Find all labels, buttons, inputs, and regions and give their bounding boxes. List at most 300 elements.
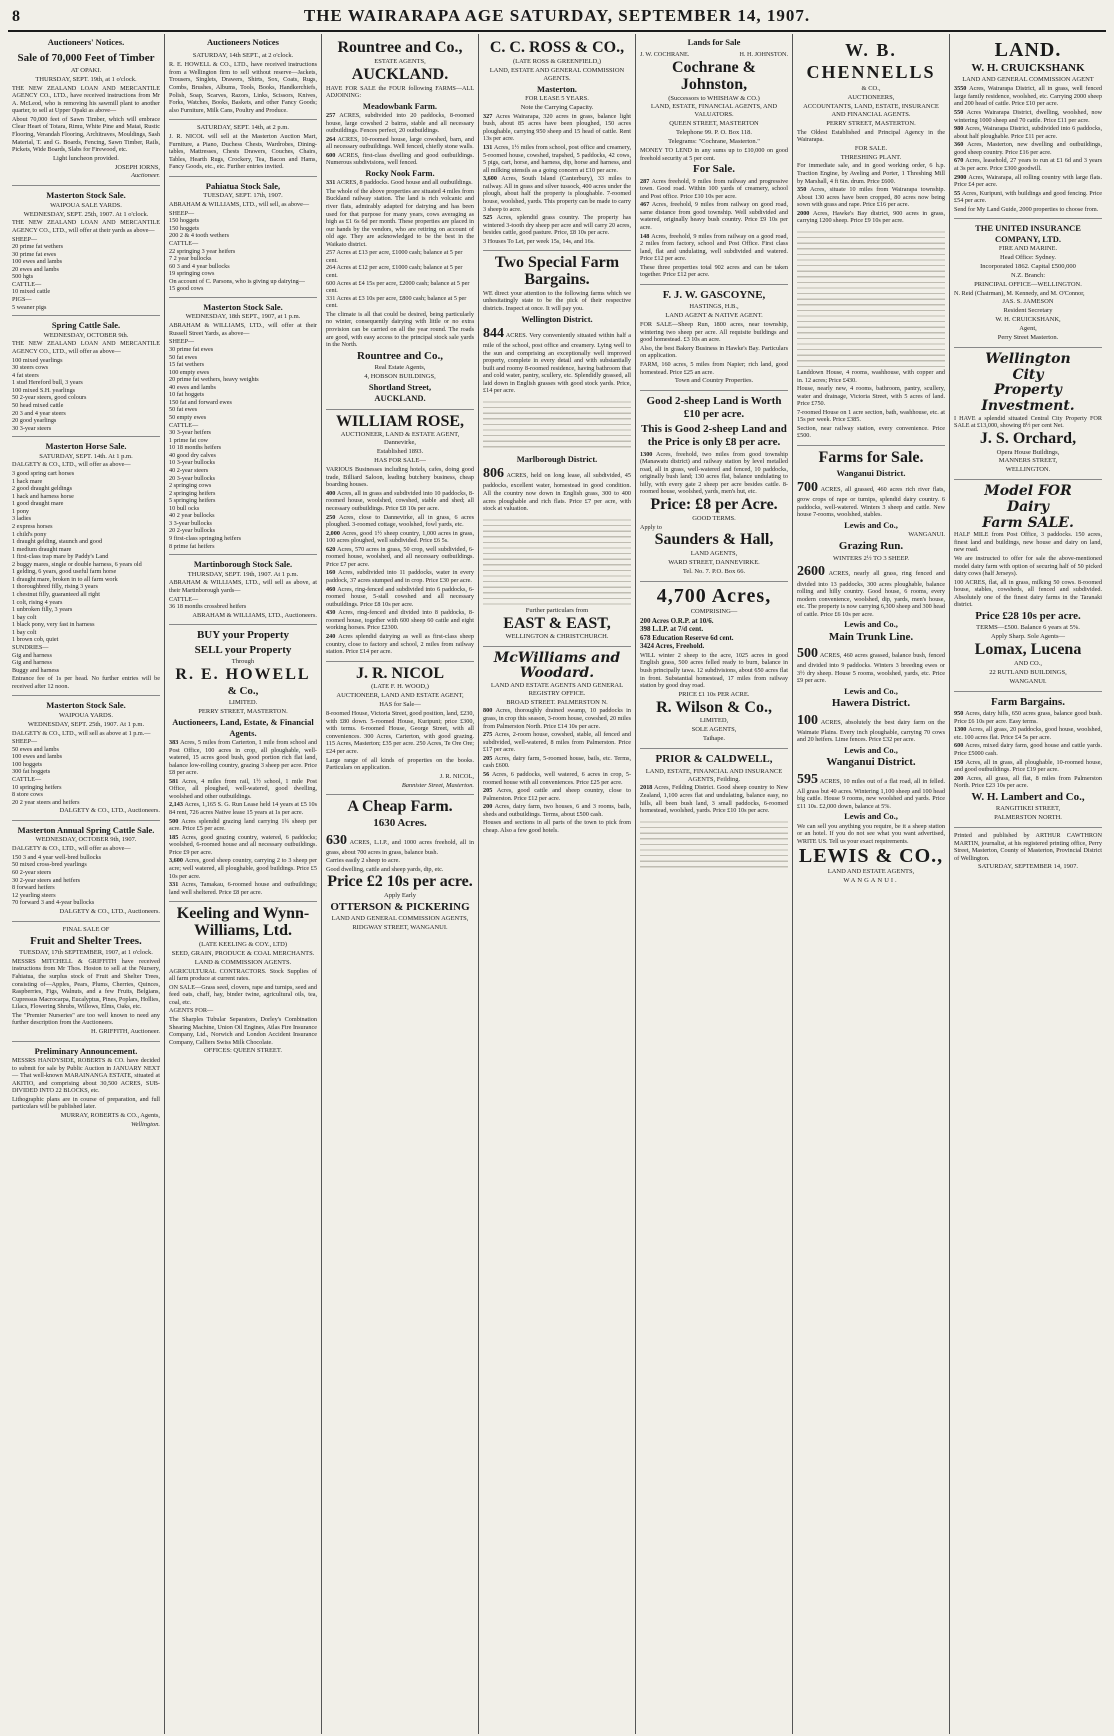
- list-item: 40 ewes and lambs: [169, 383, 216, 391]
- listing-acreage: 160: [326, 569, 339, 577]
- listing: [640, 201, 788, 231]
- listing-acreage: 400: [326, 489, 337, 497]
- listing: [954, 742, 1102, 757]
- listing-acreage: 383: [169, 738, 181, 746]
- ad-signature: WELLINGTON.: [1005, 466, 1051, 474]
- ad-body: WE direct your attention to the following farms which we unhesitatingly state to be the pick of their respective districts. Inspect at once. It will pay you.: [483, 289, 631, 313]
- list-item: 200 2 & 4 tooth wethers: [169, 232, 229, 240]
- listing: [954, 710, 1102, 725]
- listing-group: [797, 186, 945, 225]
- company-name: & Co.,: [227, 685, 259, 698]
- listing-acreage: 327: [483, 112, 496, 120]
- listing-text: Acres, good sheep country, carrying 2 to 3 sheep per acre; well watered, all ploughable, good buildings. Price £5 10s per acre.: [169, 857, 318, 880]
- listing: [326, 609, 474, 632]
- listing-acreage: 550: [954, 109, 967, 117]
- listing-text: Acres, Tamakau, 6-roomed house and outbuildings; land well sheltered. Price £8 per acre.: [169, 881, 317, 896]
- saunders-hall-ad: [640, 391, 788, 582]
- listing: [169, 778, 317, 801]
- keeling-ad: [169, 902, 317, 1060]
- listing-group: [169, 739, 317, 896]
- list-item: 1 hack and harness horse: [12, 492, 74, 500]
- list-item: 30 steers cows: [12, 364, 49, 372]
- list-item: 1 chestnut filly, guaranteed all right: [12, 591, 100, 599]
- ad-price: PRICE £1 10s PER ACRE.: [678, 690, 750, 698]
- farm-name: Rocky Nook Farm.: [365, 167, 435, 178]
- ad-date: SATURDAY, 14th SEPT., at 2 o'clock.: [192, 52, 294, 60]
- list-item: 36 18 months crossbred heifers: [169, 603, 247, 611]
- listing-text: Acres, splendid grass country. The property has wintered 3-tooth dry sheep per acre and will carry 20 acres, besides cattle, good pasture. Price, £8 10s per acre.: [483, 214, 631, 237]
- listing-text: Acres Wairarapa District, dwelling, woolshed, now wintering 1000 sheep and 70 cattle. Price £11 per acre.: [954, 109, 1103, 124]
- ad-footer: These three properties total 902 acres and can be taken together. Price £12 per acre.: [640, 263, 788, 279]
- ad-heading: Spring Cattle Sale.: [51, 320, 121, 331]
- ad-signature: Shortland Street,: [368, 381, 432, 392]
- stock-list: [169, 210, 317, 293]
- stock-sale-ad-2: [12, 696, 160, 821]
- list-item: 1 prime fat cow: [169, 436, 209, 444]
- ad-body: ON SALE—Grass seed, clovers, rape and turnips, seed and feed oats, chaff, hay, binder twine, agricultural oils, tea, coal, etc.: [169, 983, 317, 1006]
- list-item: 20 good yearlings: [12, 417, 57, 425]
- list-item: SHEEP—: [169, 209, 195, 217]
- ad-heading: Farm SALE.: [982, 514, 1074, 531]
- ad-title: LAND, ESTATE, FINANCIAL AND INSURANCE AGENTS, Feilding.: [645, 767, 783, 783]
- listing: [954, 174, 1102, 189]
- fruit-trees-sale-ad: [12, 922, 160, 1042]
- ad-title: AUCTIONEERS,: [847, 93, 895, 101]
- ad-signature: R. Wilson & Co.,: [656, 698, 772, 716]
- ad-signature: Real Estate Agents,: [374, 364, 426, 372]
- ad-body: AGRICULTURAL CONTRACTORS. Stock Supplies of all farm produce at current rates.: [169, 967, 317, 983]
- list-item: 20 2 year steers and heifers: [12, 798, 80, 806]
- cattle-sale-ad: [12, 316, 160, 437]
- ad-body: The Sharples Tubular Separators, Dorley's Combination Shearing Machine, Union Oil Engines, Atlas Fire Insurance Company, Ltd., Norwich and London Accident Insurance Company, Calliers Swiss Milk Chocolate.: [169, 1015, 317, 1046]
- ad-body: We are instructed to offer for sale the above-mentioned model dairy farm with option of securing half of 50 picked dairy cows (half Jerseys).: [954, 555, 1102, 578]
- listing-acreage: 275: [483, 731, 495, 739]
- ad-body: N. Reid (Chairman), M. Kennedy, and M. O'Connor,: [954, 289, 1085, 297]
- ad-sub: HAS for Sale—: [379, 701, 421, 709]
- list-item: 100 hoggets: [12, 760, 43, 768]
- list-item: Gig and harness: [12, 659, 52, 667]
- spring-cattle-sale-ad: [12, 821, 160, 922]
- listing-group: [954, 85, 1102, 204]
- acreage-row: 678 Education Reserve 6d cent.: [640, 633, 734, 642]
- ad-sub: Through: [231, 658, 255, 666]
- listing-text: Acres, Wairarapa District, all in grass, well fenced large family residence, woolshed, etc. Carrying 2000 sheep and 200 head of cattle. Price £10 per acre.: [954, 85, 1102, 108]
- listing-text: Acres, Wairarapa District, subdivided into 6 paddocks, about half ploughable. Price £11 per acre.: [954, 125, 1102, 140]
- listing-acreage: 670: [954, 157, 966, 165]
- ad-date: TUESDAY, SEPT. 17th, 1907.: [203, 192, 283, 200]
- ad-sub: ESTATE AGENTS,: [374, 57, 426, 65]
- listing-acreage: 3,600: [483, 175, 502, 183]
- ad-signature: WANGANUI.: [1009, 677, 1047, 685]
- list-item: 150 fat and forward ewes: [169, 398, 232, 406]
- ad-signature: 22 RUTLAND BUILDINGS,: [989, 668, 1067, 676]
- listing: [326, 633, 474, 656]
- ad-terms: TERMS—£500. Balance 6 years at 5%.: [976, 624, 1080, 632]
- listing-text: Acres, all in grass, all ploughable, 10-roomed house, and good outbuildings. Price £19 per acre.: [954, 758, 1102, 774]
- ad-heading: Grazing Run.: [838, 540, 904, 553]
- list-item: 100 empty ewes: [169, 368, 210, 376]
- list-item: 20 ewes and lambs: [12, 265, 59, 273]
- column-1: [8, 34, 165, 1734]
- list-item: 300 fat hoggets: [12, 768, 51, 776]
- ad-heading: Hawera District.: [831, 697, 911, 710]
- listing-text: Acres, freehold, 9 miles from railway on a good road, 2 miles from factory, school and Post Office. First class land, flat and undulating, well subdivided and watered. Price £12 per acre.: [640, 232, 788, 263]
- company-name: J. R. NICOL: [355, 664, 444, 682]
- ad-body: I HAVE a splendid situated Central City Property FOR SALE at £13,000, showing 8½ per cent Net.: [954, 414, 1102, 430]
- ad-heading: BUY your Property: [196, 629, 290, 642]
- listing-acreage: 200: [483, 803, 495, 811]
- ad-signature: ABRAHAM & WILLIAMS, LTD., Auctioneers.: [192, 611, 317, 619]
- ad-heading: Fruit and Shelter Trees.: [30, 934, 142, 947]
- listing: 600 ACRES, first-class dwelling and good outbuildings. Numerous subdivisions, well fenced.: [326, 151, 474, 167]
- nicol-agent-ad: [326, 662, 474, 796]
- list-item: CATTLE—: [169, 421, 199, 429]
- ad-footer: 3 Houses To Let, per week 15s, 14s, and 16s.: [483, 237, 595, 245]
- listing-acreage: 430: [326, 609, 339, 617]
- listing: [483, 113, 631, 143]
- listing-text: Acres, all in grass and subdivided into 10 paddocks, 8-roomed house, woolshed, cowshed, stable and shed; all necessary outbuildings. Price £8 10s per acre.: [326, 489, 475, 512]
- ad-title: ACCOUNTANTS, LAND, ESTATE, INSURANCE AND FINANCIAL AGENTS.: [803, 102, 939, 118]
- list-item: 1 brown cob, quiet: [12, 636, 59, 644]
- ad-body: THE NEW ZEALAND LOAN AND MERCANTILE AGENCY CO., LTD., will offer at their yards as above—: [12, 219, 160, 234]
- listing: [326, 514, 474, 529]
- listing-text: Acres, 6 paddocks, well watered, 6 acres in crop, 5-roomed house with all conveniences. Price £25 per acre.: [483, 770, 632, 786]
- cruickshank-ad: [954, 36, 1102, 219]
- list-item: 50 head mixed cattle: [12, 401, 64, 409]
- ad-sub: HAS FOR SALE—: [374, 457, 426, 465]
- listing: [483, 731, 631, 754]
- ad-signature: DALGETY & CO., LTD., Auctioneers.: [59, 807, 160, 815]
- list-item: 12 yearling steers: [12, 891, 56, 899]
- ad-address: OFFICES: QUEEN STREET.: [203, 1047, 283, 1055]
- listing: [326, 569, 474, 584]
- listing: [169, 834, 317, 857]
- ad-signature: LAND AND ESTATE AGENTS,: [827, 868, 915, 876]
- list-item: 3 ladies: [12, 515, 32, 523]
- ad-sub: AGENTS FOR—: [169, 1007, 214, 1015]
- ad-sub: LAND & COMMISSION AGENTS.: [194, 958, 292, 966]
- list-item: 1 black pony, very fast in harness: [12, 621, 95, 629]
- list-item: 10 18 months heifers: [169, 444, 222, 452]
- ad-heading: Model FOR: [984, 483, 1072, 500]
- ad-body: ABRAHAM & WILLIAMS, LTD., will offer at their Russell Street Yards, as above—: [169, 322, 317, 337]
- cheap-farm-ad: [326, 795, 474, 937]
- wilson-ad: [640, 582, 788, 749]
- list-item: SHEEP—: [169, 338, 195, 346]
- united-insurance-ad: [954, 219, 1102, 348]
- text-block: [797, 227, 945, 367]
- ad-terms: GOOD TERMS.: [692, 514, 736, 522]
- ad-heading: Dairy: [1006, 498, 1050, 515]
- ad-sub: (LATE ROSS & GREENFIELD,): [512, 57, 602, 65]
- list-item: 4 fat steers: [12, 371, 39, 379]
- ad-body: R. E. HOWELL & CO., LTD., have received instructions from a Wellington firm to sell without reserve—Jackets, Trousers, Singlets, Drawers, Shirts, Sox, Coats, Rugs, Combs, Brushes, Albums, Tools, Books, Handkerchiefs, Polish, Soap, Scarves, Razors, Links, Scissors, Knives, Forks, Watches, Books, Baskets, and other Fancy Goods; also Furniture, Milk Cans, Poultry and Produce.: [169, 61, 317, 114]
- ad-telegrams: Telegrams: "Cochrane, Masterton.": [668, 138, 760, 146]
- list-item: 1 gelding, 6 years, good useful farm horse: [12, 568, 117, 576]
- list-item: 50 mixed cross-bred yearlings: [12, 861, 87, 869]
- listing-acreage: 467: [640, 201, 652, 209]
- ad-signature: LAND AGENTS,: [690, 550, 738, 558]
- listing: [954, 85, 1102, 108]
- listing-acreage: 205: [483, 754, 495, 762]
- ad-heading: Investment.: [981, 397, 1075, 414]
- listing-acreage: 55: [954, 189, 962, 197]
- ad-body: WILL winter 2 sheep to the acre, 1025 acres in good English grass, 500 acres felled ready to burn, balance in bush principally tawa. 12 subdivisions, about 650 acres flat in front. Substantial homestead, 17 miles from railway station by good dray road.: [640, 651, 788, 690]
- list-item: 3 3-year bullocks: [169, 519, 212, 527]
- ad-signature: 4, HOBSON BUILDINGS,: [364, 373, 436, 380]
- howell-sale-ad: [169, 48, 317, 120]
- ad-body: The whole of the above properties are situated 4 miles from Buckland railway station. The land is rich volcanic and river flats, admirably adapted for dairying and has been used for that purpose for many years, cows averaging as high as £1 6s 6d per month. These properties are placed in our hands by the vendors, who are retiring on account of old age. They are acknowledged to be the best in the Waikato district.: [326, 187, 474, 248]
- imprint-date: SATURDAY, SEPTEMBER 14, 1907.: [977, 863, 1079, 871]
- listing: 100 ACRES, absolutely the best dairy farm on the Waimate Plains. Every inch ploughable, carrying 70 cows and 20 heifers. Lime fences. Price £32 per acre.: [797, 712, 945, 744]
- ad-title: LAND, ESTATE, FINANCIAL AGENTS, AND VALUATORS.: [650, 103, 778, 119]
- ad-signature: Bannister Street, Masterton.: [401, 781, 474, 789]
- listing-acreage: 131: [483, 144, 494, 152]
- ad-kicker: FINAL SALE OF: [62, 925, 110, 933]
- ad-heading: Property: [994, 382, 1062, 399]
- listing-acreage: 250: [326, 513, 340, 521]
- list-item: 30 3-year steers: [12, 424, 52, 432]
- listing: [483, 771, 631, 786]
- ad-signature: H. GRIFFITH, Auctioneer.: [90, 1027, 160, 1035]
- ad-date: SATURDAY, SEPT. 14th. At 1 p.m.: [39, 452, 133, 460]
- ad-heading: City: [1012, 366, 1044, 383]
- ad-signature: Lewis and Co.,: [844, 619, 898, 630]
- ad-heading: For Sale.: [693, 163, 735, 176]
- company-name: WILLIAM ROSE,: [335, 412, 465, 430]
- ad-body: FARM, 160 acres, 5 miles from Napier; rich land, good homestead. Price £25 an acre.: [640, 360, 788, 376]
- ad-body: THE NEW ZEALAND LOAN AND MERCANTILE AGENCY CO., LTD., will offer as above—: [12, 340, 160, 356]
- list-item: 1 unbroken filly, 3 years: [12, 606, 73, 614]
- listing: [797, 210, 945, 225]
- ad-date: THURSDAY, SEPT. 19th, 1907. At 1 p.m.: [187, 570, 299, 578]
- list-item: 30 prime fat ewes: [12, 250, 57, 258]
- cochrane-ad: [640, 48, 788, 285]
- list-item: 1 hack mare: [12, 477, 43, 485]
- acreage-row: 200 Acres O.R.P. at 10/6.: [640, 616, 714, 625]
- listing-text: Acres, 5 miles from Carterton, 1 mile from school and Post Office, 100 acres in crop, all ploughable, well-watered, 15 acres good bush, good portion rich flat land, balance low-rolling country, grazing 3 sheep per acre. Price £8 per acre.: [169, 738, 318, 777]
- ad-sub: & CO.,: [861, 84, 881, 92]
- ad-place: WAIPOUA SALE YARDS.: [50, 201, 122, 209]
- listing-text: Acres, leasehold, 27 years to run at £1 6d and 3 years at 3s per acre. Price £300 goodwill.: [954, 157, 1102, 172]
- ad-body: Large range of all kinds of properties on the books. Particulars on application.: [326, 756, 474, 772]
- list-item: 40 2-year steers: [169, 466, 209, 474]
- ad-date: WEDNESDAY, OCTOBER 9th, 1907.: [35, 836, 137, 844]
- ad-signature: WELLINGTON & CHRISTCHURCH.: [505, 633, 609, 641]
- howell-property-ad: [169, 625, 317, 902]
- text-block: [483, 397, 631, 452]
- ad-title: Auctioneers, Land, Estate, & Financial Agents.: [172, 717, 314, 738]
- listing: [954, 190, 1102, 205]
- list-item: 2 springing cows: [169, 482, 212, 490]
- listing-acreage: 581: [169, 777, 182, 785]
- company-name: THE UNITED INSURANCE COMPANY, LTD.: [975, 223, 1081, 244]
- list-item: 1 draught mare, broken in to all farm work: [12, 575, 118, 583]
- listing-text: Acres, all grass, all flat, 8 miles from Palmerston North. Price £23 10s per acre.: [954, 774, 1102, 790]
- ad-body: The Oldest Established and Principal Agency in the Wairarapa.: [797, 128, 945, 144]
- section-heading: Lands for Sale: [687, 37, 741, 47]
- list-item: CATTLE—: [169, 240, 199, 248]
- list-item: 15 good cows: [169, 285, 204, 293]
- stock-sale-ad: [12, 186, 160, 316]
- list-item: PIGS—: [12, 296, 32, 304]
- list-item: Buggy and harness: [12, 666, 60, 674]
- listing: 2018 Acres, Feilding District. Good sheep country to New Zealand, 1,100 acres flat and undulating, balance easy, no hills, all been bush land, 3 small paddocks, 6-roomed homestead, woolshed, yards. Price £10 10s per acre.: [640, 784, 788, 815]
- ad-heading: Masterton Annual Spring Cattle Sale.: [17, 825, 155, 835]
- list-item: 20 2-year bullocks: [169, 527, 216, 535]
- list-item: 50 ewes and lambs: [12, 745, 59, 753]
- ad-body: MONEY TO LEND in any sums up to £10,000 on good freehold security at 5 per cent.: [640, 147, 788, 162]
- list-item: 1 medium draught mare: [12, 545, 72, 553]
- list-item: 257 Acres at £13 per acre, £1000 cash; balance at 5 per cent.: [326, 249, 463, 264]
- ad-sub: THRESHING PLANT.: [840, 153, 902, 161]
- ad-signature: WANGANUI.: [843, 877, 899, 885]
- listing-acreage: 240: [326, 632, 339, 640]
- ad-date: TUESDAY, 17th SEPTEMBER, 1907, at 1 o'clock.: [19, 948, 153, 956]
- column-6: [793, 34, 950, 1734]
- listing-text: Acres Wairarapa, 320 acres in grass, balance light bush, about 85 acres have been ploughed, 150 acres ploughable, carrying 950 sheep and 15 head of cattle. Rent 13s per acre.: [483, 112, 632, 143]
- listing-text: Acres, freehold, 9 miles from railway on good road, same distance from good township. Well subdivided and watered, originally heavy bush country. Price £9 10s per acre.: [640, 201, 789, 231]
- list-item: 1 bay colt: [12, 613, 37, 621]
- ad-body: 8-roomed House, Victoria Street, good position, land, £230, with £80 down. 5-roomed House, Kuripuni; price £300, with terms. 6-roomed House, George Street, with all conveniences. 300 Acres, Carterton, with good grazing. 115 Acres, Masterton; £35 per acre. 250 Acres, Te Ore Ore; £24 per acre.: [326, 710, 474, 755]
- list-item: 20 prime fat wethers, heavy weights: [169, 376, 259, 384]
- masterton-stock-sale-ad: [169, 298, 317, 555]
- ad-sub: N.Z. Branch:: [1010, 271, 1046, 279]
- ad-signature: Resident Secretary: [1003, 307, 1053, 315]
- ad-body: ABRAHAM & WILLIAMS, LTD., will sell as above, at their Martinborough yards—: [169, 579, 317, 594]
- list-item: 19 springing cows: [169, 270, 215, 278]
- ad-body: Good dwelling, cattle and sheep yards, dip, etc.: [326, 865, 444, 873]
- ad-heading: Masterton Stock Sale.: [203, 301, 283, 312]
- ad-signature: MURRAY, ROBERTS & CO., Agents,: [60, 1112, 160, 1120]
- ad-signature: RANGITIKEI STREET,: [995, 805, 1061, 813]
- stock-list: [12, 357, 160, 433]
- william-rose-ad: [326, 410, 474, 662]
- listing: [483, 787, 631, 802]
- ad-heading: Martinborough Stock Sale.: [193, 559, 293, 570]
- listing: [640, 233, 788, 263]
- listing-text: Acres, 1½ miles from school, post office and creamery, 5-roomed house, cowshed, trapshed, 5 paddocks, 42 cows, 5 pigs, cart, horse, and harness, dip, horse and harness, and all milking utensils as a going concern at £10 per acre.: [483, 144, 631, 174]
- ad-signature: Tel. No. 7. P.O. Box 66.: [682, 567, 746, 575]
- listing: 1300 Acres, freehold, two miles from good township (Manawatu district) and railway station by level metalled road, all in grass, well-watered and fenced, 10 paddocks, originally bush land; 130 acres flat, balance undulating to hilly, with every gate 2 sheep per acre besides cattle. 8-roomed house, woolshed, yards, men's hut, etc.: [640, 450, 788, 496]
- company-name: PRIOR & CALDWELL,: [655, 753, 773, 766]
- lambert-ad: [954, 692, 1102, 828]
- ad-signature: LEWIS & CO.,: [798, 845, 944, 868]
- imprint: [954, 828, 1102, 876]
- ad-signature: Lewis and Co.,: [844, 811, 898, 822]
- list-item: 10 springing heifers: [12, 783, 62, 791]
- column-4: [479, 34, 636, 1734]
- list-item: Gig and harness: [12, 651, 52, 659]
- list-item: 150 3 and 4 year well-bred bullocks: [12, 853, 102, 861]
- listing: 630 ACRES, L.I.P., and 1000 acres freehold, all in grass, about 700 acres in grass, balance bush.: [326, 832, 474, 856]
- ad-signature: J. S. Orchard,: [979, 429, 1077, 447]
- ad-body: The "Premier Nurseries" are too well known to need any further description from the Auctioneers.: [12, 1011, 160, 1027]
- list-item: 150 hoggets: [169, 217, 200, 225]
- ad-body: THE NEW ZEALAND LOAN AND MERCANTILE AGENCY CO., LTD., have received instructions from Mr A. McLeod, who is removing his sawmill plant to another quarter, to sell at Upper Opaki as above—: [12, 84, 160, 115]
- listing-group: [483, 113, 631, 237]
- list-item: 1 colt, rising 4 years: [12, 598, 63, 606]
- nicol-sale-ad: [169, 120, 317, 177]
- list-item: 1 child's pony: [12, 530, 47, 538]
- text-block: [483, 515, 631, 605]
- listing-acreage: 331: [169, 881, 182, 889]
- ad-signature: WARD STREET, DANNEVIRKE.: [668, 559, 760, 566]
- ad-signature: LIMITED,: [699, 717, 729, 725]
- list-item: 5 weaner pigs: [12, 303, 47, 311]
- ad-signature: AND CO.,: [1014, 660, 1042, 667]
- ad-heading: SELL your Property: [194, 643, 292, 656]
- list-item: 50 fat ewes: [169, 406, 198, 414]
- lewis-farms-ad: [797, 446, 945, 890]
- list-item: 8 prime fat heifers: [169, 542, 215, 550]
- list-item: 10 fat hoggets: [169, 391, 205, 399]
- listing-acreage: 525: [483, 214, 497, 222]
- listing: [326, 586, 474, 609]
- listing-text: Acres, South Island (Canterbury), 33 miles to railway. All in grass and silver tussock, 400 acres under the plough, about half the property is ploughable. 7-roomed house, woolshed, yards. This property can be made to carry 3 sheep to acre.: [483, 175, 631, 213]
- listing-text: Acres, good cattle and sheep country, close to Palmerston. Price £12 per acre.: [483, 787, 631, 802]
- listing-text: Acres, dairy farm, two houses, 6 and 3 rooms, bails, sheds and outbuildings. Terms, about £500 cash.: [483, 803, 631, 818]
- ad-signature: Lomax, Lucena: [974, 641, 1082, 659]
- listing-acreage: 620: [326, 545, 338, 553]
- ad-title: AUCTIONEER, LAND AND ESTATE AGENT,: [336, 692, 464, 700]
- listing-acreage: 500: [169, 817, 182, 825]
- text-block: [640, 817, 788, 872]
- listing-text: Acres, 1,165 S. G. Run Lease held 14 years at £5 10s 84 rent, 726 acres Native lease 15 years at 1s per acre.: [169, 801, 317, 817]
- ad-signature: Perry Street Masterton.: [997, 333, 1059, 341]
- ad-signature: RIDGWAY STREET, WANGANUI.: [352, 924, 448, 932]
- list-item: 331 Acres at £3 10s per acre, £800 cash; balance at 5 per cent.: [326, 294, 467, 310]
- company-name: W. B. CHENNELLS: [806, 40, 936, 82]
- listing-text: Acres, all grass, 20 paddocks, good house, woolshed, etc. 100 acres flat. Price £4 5s per acre.: [954, 726, 1102, 741]
- district-name: Wellington District.: [521, 313, 593, 324]
- listing-text: Acres, 4 miles from rail, 1½ school, 1 mile Post Office, all ploughed, well-watered, good dwelling, woolshed and other outbuildings.: [169, 777, 318, 800]
- ad-sub: WINTERS 2½ TO 3 SHEEP.: [833, 554, 909, 562]
- ad-signature: Lewis and Co.,: [844, 744, 898, 755]
- ad-body: Section, near railway station, every convenience. Price £500.: [797, 424, 945, 440]
- listing-acreage: 205: [483, 787, 497, 795]
- list-item: 8 store cows: [12, 791, 43, 799]
- ad-title: SEED, GRAIN, PRODUCE & COAL MERCHANTS.: [171, 949, 315, 957]
- company-name: F. J. W. GASCOYNE,: [662, 288, 766, 301]
- listing-text: Acres, 2-room house, cowshed, stable, all fenced and subdivided, well-watered, 8 miles from Palmerston. Price £17 per acre.: [483, 731, 631, 754]
- listing-text: Acres, thoroughly drained swamp, 10 paddocks in grass, in crop this season, 3-room house, cowshed, 20 miles from Palmerston North. Price £14 10s per acre.: [483, 707, 631, 730]
- listing-text: Acres, good grazing country, watered, 6 paddocks; woolshed, 6-roomed house and all necessary outbuildings. Price £9 per acre.: [169, 833, 318, 856]
- listing-group: [326, 490, 474, 656]
- list-item: 40 good dry calves: [169, 451, 216, 459]
- ad-title: LAND, ESTATE AND GENERAL COMMISSION AGENTS.: [489, 66, 625, 82]
- ad-body: Landdown House, 4 rooms, washhouse, with copper and in. 12 acres; Price £430.: [797, 368, 945, 384]
- ad-date: SATURDAY, SEPT. 14th, at 2 p.m.: [197, 124, 289, 132]
- list-item: 30 prime fat ewes: [169, 345, 214, 353]
- company-name: Rountree and Co.,: [337, 39, 463, 56]
- lomax-ad: [954, 480, 1102, 692]
- pahiatua-stock-sale-ad: [169, 177, 317, 298]
- listing-text: Acres freehold, 9 miles from railway and progressive town. Good road. Within 100 yards of creamery, school and Post office. Price £10 10s per acre.: [640, 177, 788, 200]
- ad-body: Carries easily 2 sheep to acre.: [326, 857, 400, 865]
- ad-sub: LAND AND GENERAL COMMISSION AGENT: [962, 76, 1094, 84]
- listing: [483, 144, 631, 174]
- ross-ad: [483, 36, 631, 251]
- listing: [169, 801, 317, 816]
- list-item: 150 hoggets: [169, 224, 200, 232]
- ad-sub: Head Office: Sydney.: [1000, 253, 1056, 261]
- listing-text: Acres, good 1½ sheep country, 1,000 acres in grass, 100 acres ploughed, well subdivided. Price £6 5s.: [326, 529, 474, 545]
- listing-acreage: 460: [326, 585, 338, 593]
- ad-signature: JOSEPH IORNS,: [114, 163, 160, 171]
- list-item: 50 2-year steers, good colours: [12, 394, 87, 402]
- ad-heading: Farms for Sale.: [818, 449, 924, 467]
